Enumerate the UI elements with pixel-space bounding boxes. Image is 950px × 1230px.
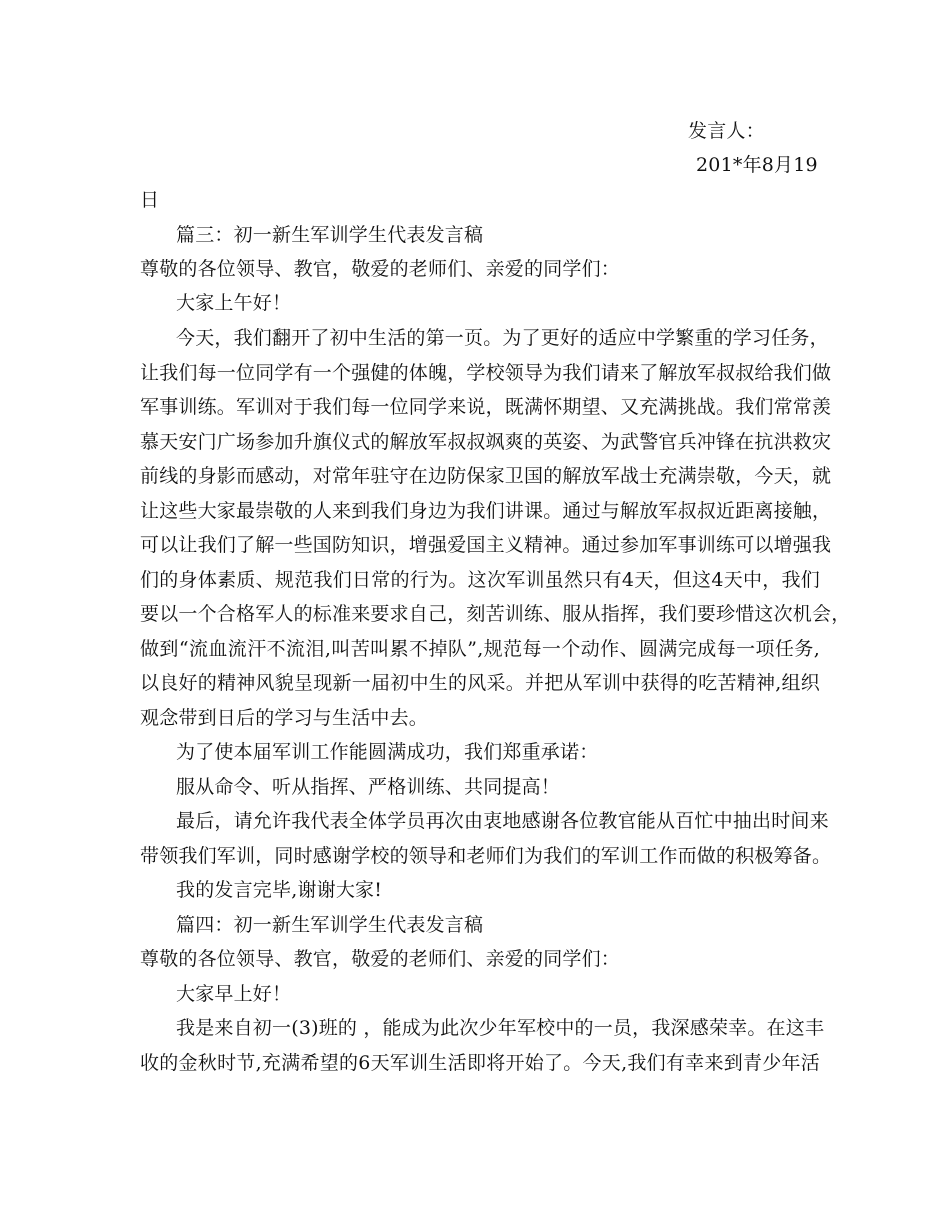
section-three-thanks-line: 带领我们军训，同时感谢学校的领导和老师们为我们的军训工作而做的积极筹备。 (140, 845, 832, 867)
section-three-paragraph-line: 以良好的精神风貌呈现新一届初中生的风采。并把从军训中获得的吃苦精神,组织 (140, 672, 820, 694)
section-three-paragraph-line: 慕天安门广场参加升旗仪式的解放军叔叔飒爽的英姿、为武警官兵冲锋在抗洪救灾 (140, 431, 832, 453)
section-three-greeting: 大家上午好！ (176, 292, 292, 314)
section-three-commitment-intro: 为了使本届军训工作能圆满成功，我们郑重承诺： (176, 741, 599, 763)
section-four-title: 篇四：初一新生军训学生代表发言稿 (176, 914, 484, 936)
section-three-commitment: 服从命令、听从指挥、严格训练、共同提高！ (176, 776, 561, 798)
speaker-label: 发言人： (688, 120, 765, 142)
section-three-paragraph-line: 可以让我们了解一些国防知识，增强爱国主义精神。通过参加军事训练可以增强我 (140, 534, 832, 556)
section-four-paragraph-line: 收的金秋时节,充满希望的6天军训生活即将开始了。今天,我们有幸来到青少年活 (140, 1052, 820, 1074)
section-three-paragraph-line: 让这些大家最崇敬的人来到我们身边为我们讲课。通过与解放军叔叔近距离接触， (140, 500, 832, 522)
section-three-paragraph-line: 要以一个合格军人的标准来要求自己，刻苦训练、服从指挥，我们要珍惜这次机会， (140, 603, 851, 625)
section-three-salutation: 尊敬的各位领导、教官，敬爱的老师们、亲爱的同学们： (140, 258, 621, 280)
section-three-paragraph-line: 今天，我们翻开了初中生活的第一页。为了更好的适应中学繁重的学习任务， (176, 327, 829, 349)
section-three-paragraph-line: 做到“流血流汗不流泪,叫苦叫累不掉队”,规范每一个动作、圆满完成每一项任务, (140, 638, 820, 660)
section-three-closing: 我的发言完毕,谢谢大家! (176, 879, 383, 901)
section-four-greeting: 大家早上好！ (176, 983, 292, 1005)
section-four-salutation: 尊敬的各位领导、教官，敬爱的老师们、亲爱的同学们： (140, 948, 621, 970)
section-three-thanks-line: 最后，请允许我代表全体学员再次由衷地感谢各位教官能从百忙中抽出时间来 (176, 810, 829, 832)
section-three-paragraph-line: 观念带到日后的学习与生活中去。 (140, 707, 429, 729)
section-three-paragraph-line: 让我们每一位同学有一个强健的体魄，学校领导为我们请来了解放军叔叔给我们做 (140, 362, 832, 384)
section-three-paragraph-line: 军事训练。军训对于我们每一位同学来说，既满怀期望、又充满挑战。我们常常羡 (140, 396, 832, 418)
section-three-paragraph-line: 前线的身影而感动，对常年驻守在边防保家卫国的解放军战士充满崇敬，今天，就 (140, 465, 832, 487)
section-three-paragraph-line: 们的身体素质、规范我们日常的行为。这次军训虽然只有4天，但这4天中，我们 (140, 569, 820, 591)
speech-date-day: 日 (140, 189, 160, 211)
section-three-title: 篇三：初一新生军训学生代表发言稿 (176, 224, 484, 246)
speech-date: 201*年8月19 (696, 154, 818, 176)
section-four-paragraph-line: 我是来自初一(3)班的 ，能成为此次少年军校中的一员，我深感荣幸。在这丰 (176, 1017, 825, 1039)
